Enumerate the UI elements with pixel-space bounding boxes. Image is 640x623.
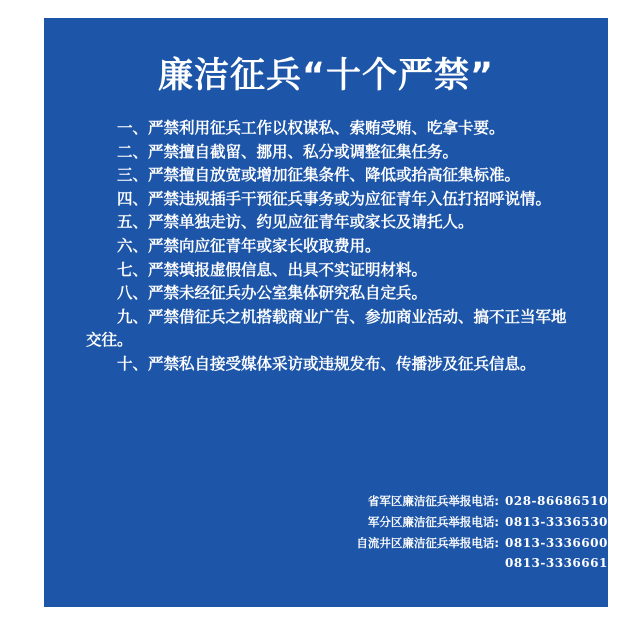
rule-item: 二、严禁擅自截留、挪用、私分或调整征集任务。 [117,142,459,161]
hotline-number: 0813-3336530 [505,515,608,529]
hotline-number: 0813-3336600 [505,536,608,550]
rule-item: 七、严禁填报虚假信息、出具不实证明材料。 [117,260,428,279]
notice-board [44,18,608,607]
hotline-list [309,493,608,577]
hotline-label: 军分区廉洁征兵举报电话: [367,515,499,529]
hotline-row [309,535,608,556]
hotline-label: 省军区廉洁征兵举报电话: [367,494,499,508]
hotline-row [309,514,608,535]
rule-item: 五、严禁单独走访、约见应征青年或家长及请托人。 [117,213,474,232]
rules-list [86,117,580,377]
rule-item: 六、严禁向应征青年或家长收取费用。 [117,236,381,255]
hotline-number: 0813-3336661 [505,556,608,570]
rule-item: 三、严禁擅自放宽或增加征集条件、降低或抬高征集标准。 [117,166,521,185]
rule-item: 九、严禁借征兵之机搭载商业广告、参加商业活动、搞不正当军地交往。 [86,307,567,350]
board-title: 廉洁征兵“十个严禁” [157,56,494,96]
hotline-row [309,493,608,514]
hotline-row [309,556,608,577]
rule-item: 十、严禁私自接受媒体采访或违规发布、传播涉及征兵信息。 [117,354,536,373]
rule-item: 一、严禁利用征兵工作以权谋私、索贿受贿、吃拿卡要。 [117,119,505,137]
hotline-label: 自流井区廉洁征兵举报电话: [356,536,499,550]
rule-item: 八、严禁未经征兵办公室集体研究私自定兵。 [117,284,428,303]
hotline-number: 028-86686510 [505,494,608,508]
rule-item: 四、严禁违规插手干预征兵事务或为应征青年入伍打招呼说情。 [117,189,552,208]
